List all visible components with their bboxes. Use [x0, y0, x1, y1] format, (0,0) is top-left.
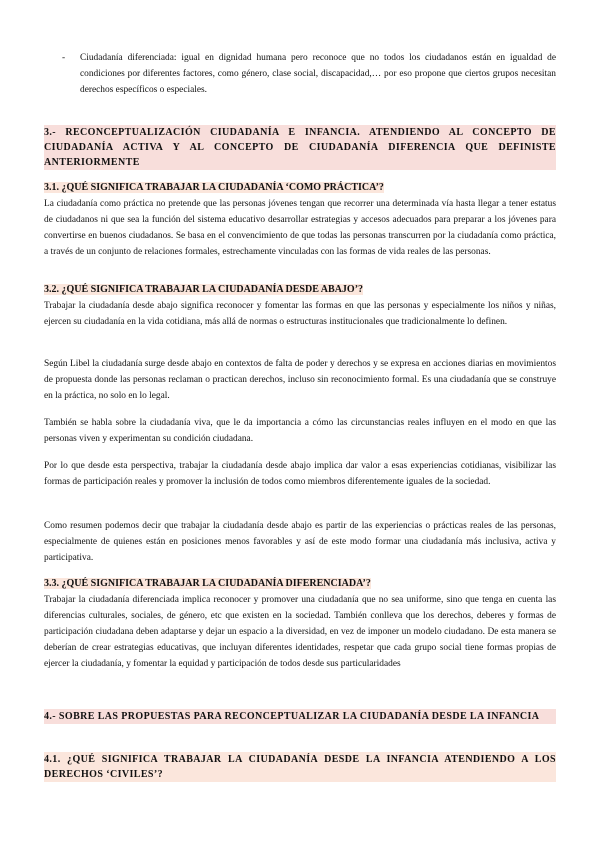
bullet-item: [62, 50, 556, 98]
section-3-1: [44, 180, 556, 260]
section-3-2-heading: 3.2. ¿QUÉ SIGNIFICA TRABAJAR LA CIUDADANÍA DESDE ABAJO’?: [44, 284, 364, 295]
section-3-2-p2-block: [44, 356, 556, 404]
section-3-3: [44, 576, 556, 672]
section-3-2-paragraph-3: También se habla sobre la ciudadanía viva, que le da importancia a cómo las circunstancias reales influyen en el modo en que las personas viven y experimentan su condición ciudadana.: [44, 418, 556, 444]
section-3-2-paragraph-1: Trabajar la ciudadanía desde abajo significa reconocer y fomentar las formas en que las personas y especialmente los niños y niñas, ejercen su ciudadanía en la vida cotidiana, más allá de normas o estructuras institucionales que tradicionalmente lo definen.: [44, 301, 556, 327]
section-3-3-text: Trabajar la ciudadanía diferenciada implica reconocer y promover una ciudadanía que no sea uniforme, sino que tenga en cuenta las diferencias culturales, sociales, de género, etc que existen en la sociedad. También conlleva que los derechos, deberes y formas de participación ciudadana deben adaptarse y dejar un espacio a la diversidad, en vez de imponer un modelo ciudadano. De esta manera se deberían de crear estrategias educativas, que incluyan diferentes identidades, respetar que cada grupo social tiene formas propias de ejercer la ciudadanía, y fomentar la equidad y participación de todos desde sus particularidades: [44, 595, 556, 669]
section-4-1-heading: 4.1. ¿QUÉ SIGNIFICA TRABAJAR LA CIUDADANÍA DESDE LA INFANCIA ATENDIENDO A LOS DERECHOS ‘CIVILES’?: [44, 754, 556, 780]
section-3-2-p3-block: [44, 415, 556, 447]
section-3-2-p4-block: [44, 458, 556, 490]
section-3-2: [44, 282, 556, 330]
section-3-1-text: La ciudadanía como práctica no pretende que las personas jóvenes tengan que recorrer una determinada vía hasta llegar a tener estatus de ciudadanos ni que sea la función del sistema educativo desarrollar estrategias y accesos adecuados para preparar a los jóvenes para convertirse en buenos ciudadanos. Se basa en el convencimiento de que todas las personas transcurren por la ciudadanía como práctica, a través de un conjunto de relaciones formales, estrechamente vinculadas con las formas de vida reales de las personas.: [44, 199, 556, 257]
section-3-1-heading: 3.1. ¿QUÉ SIGNIFICA TRABAJAR LA CIUDADANÍA ‘COMO PRÁCTICA’?: [44, 182, 384, 193]
section-4-1: [44, 752, 556, 782]
section-3-heading-block: [44, 125, 556, 170]
bullet-marker: -: [62, 53, 66, 63]
bullet-text: Ciudadanía diferenciada: igual en dignidad humana pero reconoce que no todos los ciudadanos están en igualdad de condiciones por diferentes factores, como género, clase social, discapacidad,… por eso propone que ciertos grupos necesitan derechos específicos o especiales.: [80, 53, 556, 95]
section-3-2-paragraph-2: Según Libel la ciudadanía surge desde abajo en contextos de falta de poder y derechos y se expresa en acciones diarias en movimientos de propuesta donde las personas reclaman o practican derechos, incluso sin reconocimiento formal. Es una ciudadanía que se construye en la práctica, no solo en lo legal.: [44, 359, 556, 401]
section-3-2-paragraph-5: Como resumen podemos decir que trabajar la ciudadanía desde abajo es partir de las experiencias o prácticas reales de las personas, especialmente de quienes están en posiciones menos favorables y así de este modo formar una ciudadanía más inclusiva, activa y participativa.: [44, 521, 556, 563]
section-3-2-p5-block: [44, 518, 556, 566]
section-3-heading: 3.- RECONCEPTUALIZACIÓN CIUDADANÍA E INFANCIA. ATENDIENDO AL CONCEPTO DE CIUDADANÍA ACTIVA Y AL CONCEPTO DE CIUDADANÍA DIFERENCIA QUE DEFINISTE ANTERIORMENTE: [44, 127, 556, 168]
section-4-heading-block: [44, 709, 556, 724]
section-3-3-heading: 3.3. ¿QUÉ SIGNIFICA TRABAJAR LA CIUDADANÍA DIFERENCIADA’?: [44, 578, 371, 589]
section-4-heading: 4.- SOBRE LAS PROPUESTAS PARA RECONCEPTUALIZAR LA CIUDADANÍA DESDE LA INFANCIA: [44, 709, 556, 724]
section-3-2-paragraph-4: Por lo que desde esta perspectiva, trabajar la ciudadanía desde abajo implica dar valor a esas experiencias cotidianas, visibilizar las formas de participación reales y promover la inclusión de todos como miembros diferentemente iguales de la sociedad.: [44, 461, 556, 487]
